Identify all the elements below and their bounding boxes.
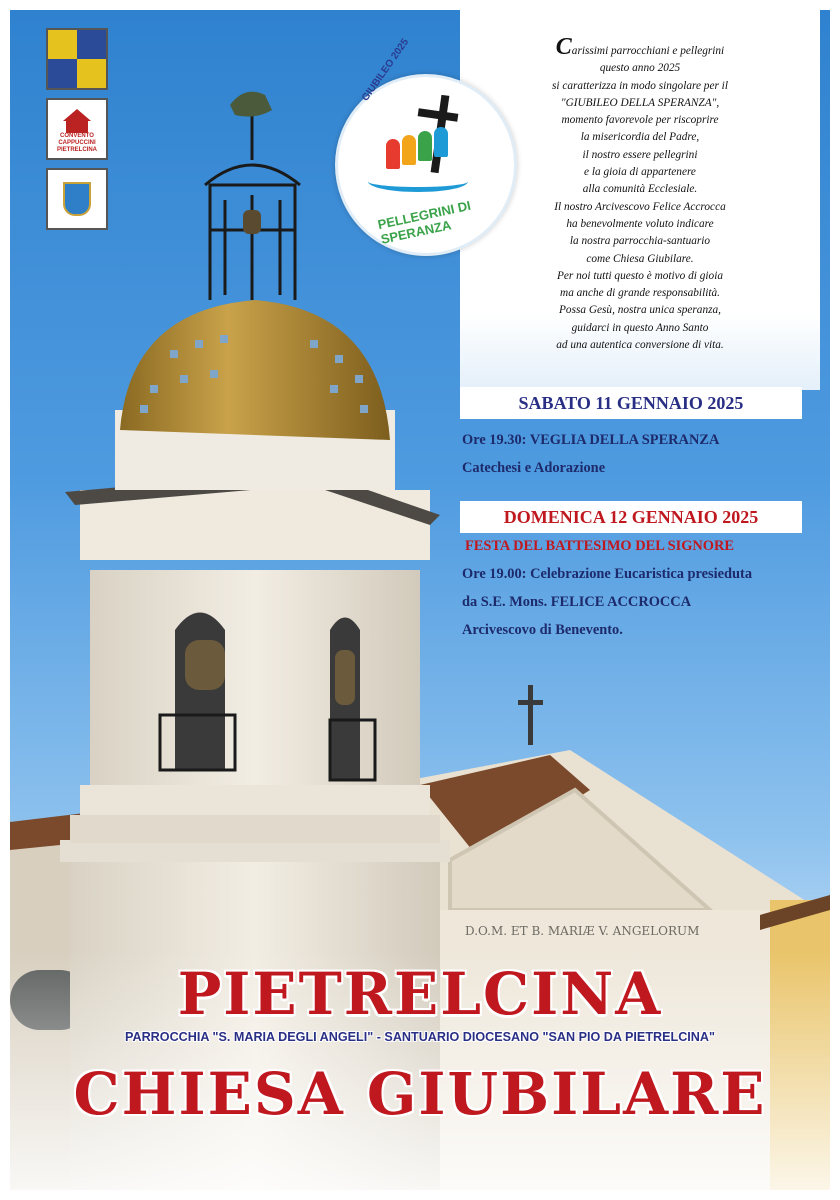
sunday-event-celebrant: da S.E. Mons. FELICE ACCROCCA [462,594,692,610]
town-shield-icon [46,168,108,230]
jubilee-logo-bottom-text: PELLEGRINI DI SPERANZA [376,197,473,247]
intro-line: ma anche di grande responsabilità. [560,287,720,300]
logo-text-line: CONVENTO [60,132,94,139]
saturday-heading: SABATO 11 GENNAIO 2025 [460,387,802,419]
waves-icon [368,171,468,192]
intro-line: si caratterizza in modo singolare per il [552,79,728,92]
intro-line: e la gioia di appartenere [584,166,696,179]
intro-line: Il nostro Arcivescovo Felice Accrocca [554,200,726,213]
jubilee-logo-top-text: GIUBILEO 2025 [360,36,412,104]
pilgrim-figure-icon [402,135,416,165]
intro-line: la misericordia del Padre, [580,131,700,144]
sunday-event-celebrant-title: Arcivescovo di Benevento. [462,622,623,638]
convento-cappuccini-logo [46,98,108,160]
logo-column [46,28,110,238]
intro-line: come Chiesa Giubilare. [586,252,694,265]
intro-letter [480,34,800,354]
parish-subtitle: PARROCCHIA "S. MARIA DEGLI ANGELI" - SANTUARIO DIOCESANO "SAN PIO DA PIETRELCINA" [125,1030,715,1044]
intro-line: Possa Gesù, nostra unica speranza, [559,304,721,317]
drop-cap: C [555,34,572,60]
sunday-event-time: Ore 19.00: Celebrazione Eucaristica presieduta [462,566,753,582]
facade-inscription: D.O.M. ET B. MARIÆ V. ANGELORUM [465,924,700,938]
intro-line: ad una autentica conversione di vita. [556,339,724,352]
intro-line: Per noi tutti questo è motivo di gioia [557,269,723,282]
intro-line: "GIUBILEO DELLA SPERANZA", [560,96,720,109]
sunday-feast-title: FESTA DEL BATTESIMO DEL SIGNORE [465,538,734,554]
intro-line: Carissimi parrocchiani e pellegrini [555,34,725,60]
logo-text-line: PIETRELCINA [56,146,97,153]
sunday-heading: DOMENICA 12 GENNAIO 2025 [460,501,802,533]
pilgrim-figure-icon [434,127,448,157]
intro-line: la nostra parrocchia-santuario [569,235,711,248]
intro-line: ha benevolmente voluto indicare [566,217,714,230]
saturday-event-time: Ore 19.30: VEGLIA DELLA SPERANZA [462,432,720,448]
poster [10,10,830,1190]
intro-line: il nostro essere pellegrini [582,148,698,161]
municipal-coat-of-arms-icon [46,28,108,90]
pilgrim-figure-icon [386,139,400,169]
intro-line: guidarci in questo Anno Santo [571,321,709,334]
jubilee-church-title: CHIESA GIUBILARE [73,1060,767,1128]
intro-line: questo anno 2025 [599,62,681,75]
town-title: PIETRELCINA [177,960,663,1028]
pilgrim-figure-icon [418,131,432,161]
saturday-event-detail: Catechesi e Adorazione [462,460,606,476]
intro-line: alla comunità Ecclesiale. [582,183,698,196]
logo-text-line: CAPPUCCINI [58,139,96,146]
intro-line: momento favorevole per riscoprire [561,114,719,127]
